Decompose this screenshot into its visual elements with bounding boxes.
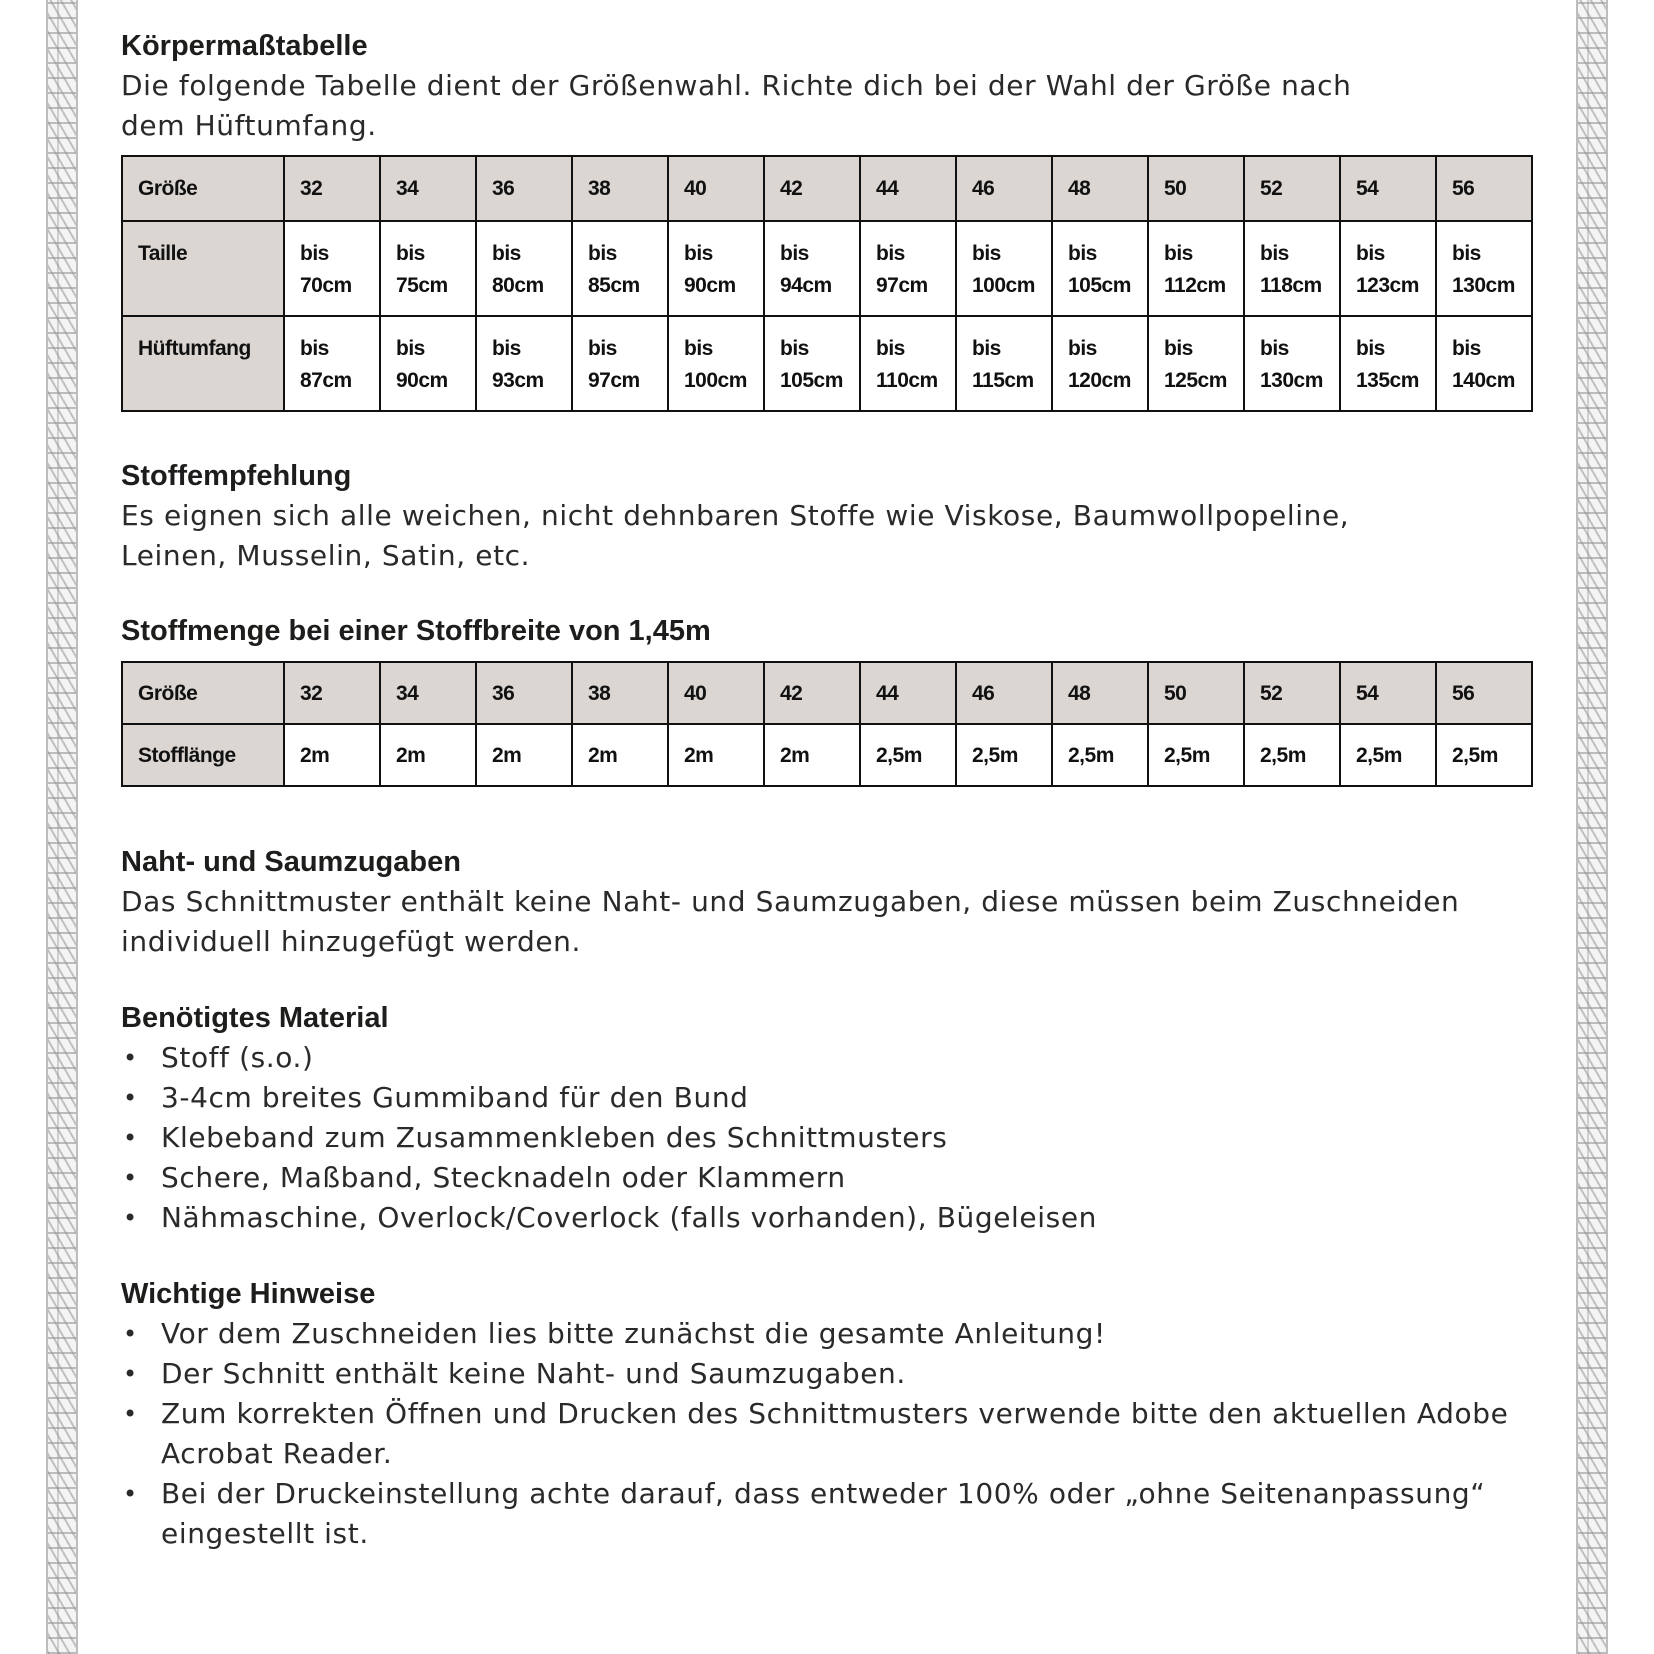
hip-cell: bis 120cm xyxy=(1052,316,1148,411)
table-row-hip xyxy=(122,316,1532,411)
length-cell: 2m xyxy=(476,724,572,786)
size-cell: 46 xyxy=(956,156,1052,221)
bullet-icon: • xyxy=(123,1044,138,1072)
list-item-text: Klebeband zum Zusammenkleben des Schnittmusters xyxy=(161,1121,948,1154)
size-cell: 40 xyxy=(668,662,764,724)
row-label-waist: Taille xyxy=(122,221,284,316)
size-cell: 48 xyxy=(1052,662,1148,724)
size-cell: 40 xyxy=(668,156,764,221)
size-cell: 32 xyxy=(284,156,380,221)
size-cell: 52 xyxy=(1244,662,1340,724)
length-cell: 2,5m xyxy=(956,724,1052,786)
list-item-text: Nähmaschine, Overlock/Coverlock (falls vorhanden), Bügeleisen xyxy=(161,1201,1098,1234)
seam-text: Das Schnittmuster enthält keine Naht- und Saumzugaben, diese müssen beim Zuschneiden individuell hinzugefügt werden. xyxy=(121,885,1460,958)
yardage-title: Stoffmenge bei einer Stoffbreite von 1,45m xyxy=(121,615,711,647)
list-item xyxy=(121,1394,1521,1474)
list-item-text: Vor dem Zuschneiden lies bitte zunächst die gesamte Anleitung! xyxy=(161,1317,1106,1350)
size-cell: 52 xyxy=(1244,156,1340,221)
list-item xyxy=(121,1314,1521,1354)
list-item-text: Schere, Maßband, Stecknadeln oder Klammern xyxy=(161,1161,846,1194)
waist-cell: bis 94cm xyxy=(764,221,860,316)
size-cell: 34 xyxy=(380,156,476,221)
hip-cell: bis 140cm xyxy=(1436,316,1532,411)
length-cell: 2,5m xyxy=(1340,724,1436,786)
row-label-length: Stofflänge xyxy=(122,724,284,786)
hip-cell: bis 125cm xyxy=(1148,316,1244,411)
hip-cell: bis 135cm xyxy=(1340,316,1436,411)
list-item xyxy=(121,1354,1521,1394)
list-item xyxy=(121,1038,1533,1078)
bullet-icon: • xyxy=(123,1124,138,1152)
bullet-icon: • xyxy=(123,1320,138,1348)
list-item xyxy=(121,1198,1533,1238)
important-notes-section xyxy=(121,1274,1533,1554)
size-cell: 44 xyxy=(860,662,956,724)
waist-cell: bis 130cm xyxy=(1436,221,1532,316)
bullet-icon: • xyxy=(123,1084,138,1112)
size-cell: 56 xyxy=(1436,662,1532,724)
list-item-text: 3-4cm breites Gummiband für den Bund xyxy=(161,1081,749,1114)
list-item xyxy=(121,1474,1521,1554)
body-chart-title: Körpermaßtabelle xyxy=(121,30,368,62)
hip-cell: bis 105cm xyxy=(764,316,860,411)
document-content xyxy=(121,26,1533,1554)
body-measurements-section xyxy=(121,26,1533,412)
fabric-amount-section xyxy=(121,611,1533,787)
bullet-icon: • xyxy=(123,1204,138,1232)
body-measurement-table xyxy=(121,155,1533,412)
notes-title: Wichtige Hinweise xyxy=(121,1278,376,1310)
fabric-title: Stoffempfehlung xyxy=(121,460,352,492)
hip-cell: bis 87cm xyxy=(284,316,380,411)
length-cell: 2m xyxy=(668,724,764,786)
size-cell: 48 xyxy=(1052,156,1148,221)
size-cell: 56 xyxy=(1436,156,1532,221)
waist-cell: bis 100cm xyxy=(956,221,1052,316)
hip-cell: bis 93cm xyxy=(476,316,572,411)
material-list xyxy=(121,1038,1533,1238)
size-cell: 42 xyxy=(764,156,860,221)
length-cell: 2,5m xyxy=(1436,724,1532,786)
size-cell: 32 xyxy=(284,662,380,724)
list-item-text: Stoff (s.o.) xyxy=(161,1041,314,1074)
waist-cell: bis 85cm xyxy=(572,221,668,316)
length-cell: 2,5m xyxy=(860,724,956,786)
table-header-row xyxy=(122,662,1532,724)
size-cell: 46 xyxy=(956,662,1052,724)
size-cell: 36 xyxy=(476,662,572,724)
row-label-size: Größe xyxy=(122,156,284,221)
size-cell: 36 xyxy=(476,156,572,221)
bullet-icon: • xyxy=(123,1400,138,1428)
material-title: Benötigtes Material xyxy=(121,1002,389,1034)
length-cell: 2,5m xyxy=(1244,724,1340,786)
size-cell: 38 xyxy=(572,662,668,724)
seam-allowance-section xyxy=(121,842,1533,962)
length-cell: 2,5m xyxy=(1148,724,1244,786)
waist-cell: bis 118cm xyxy=(1244,221,1340,316)
bullet-icon: • xyxy=(123,1480,138,1508)
table-header-row xyxy=(122,156,1532,221)
fabric-amount-table xyxy=(121,661,1533,787)
list-item-text: Der Schnitt enthält keine Naht- und Saumzugaben. xyxy=(161,1357,906,1390)
row-label-hip: Hüftumfang xyxy=(122,316,284,411)
decorative-border-left xyxy=(46,0,78,1654)
waist-cell: bis 80cm xyxy=(476,221,572,316)
size-cell: 50 xyxy=(1148,156,1244,221)
waist-cell: bis 112cm xyxy=(1148,221,1244,316)
hip-cell: bis 97cm xyxy=(572,316,668,411)
fabric-recommendation-section xyxy=(121,456,1533,576)
waist-cell: bis 70cm xyxy=(284,221,380,316)
length-cell: 2,5m xyxy=(1052,724,1148,786)
size-cell: 54 xyxy=(1340,156,1436,221)
hip-cell: bis 90cm xyxy=(380,316,476,411)
size-cell: 38 xyxy=(572,156,668,221)
list-item xyxy=(121,1078,1533,1118)
row-label-size: Größe xyxy=(122,662,284,724)
size-cell: 34 xyxy=(380,662,476,724)
waist-cell: bis 75cm xyxy=(380,221,476,316)
waist-cell: bis 105cm xyxy=(1052,221,1148,316)
seam-title: Naht- und Saumzugaben xyxy=(121,846,461,878)
material-section xyxy=(121,998,1533,1238)
list-item xyxy=(121,1158,1533,1198)
list-item-text: Bei der Druckeinstellung achte darauf, dass entweder 100% oder „ohne Seitenanpassung“ eingestellt ist. xyxy=(161,1477,1486,1550)
table-row-waist xyxy=(122,221,1532,316)
length-cell: 2m xyxy=(572,724,668,786)
size-cell: 50 xyxy=(1148,662,1244,724)
bullet-icon: • xyxy=(123,1164,138,1192)
length-cell: 2m xyxy=(764,724,860,786)
waist-cell: bis 90cm xyxy=(668,221,764,316)
hip-cell: bis 115cm xyxy=(956,316,1052,411)
bullet-icon: • xyxy=(123,1360,138,1388)
size-cell: 42 xyxy=(764,662,860,724)
hip-cell: bis 130cm xyxy=(1244,316,1340,411)
decorative-border-right xyxy=(1576,0,1608,1654)
list-item-text: Zum korrekten Öffnen und Drucken des Schnittmusters verwende bitte den aktuellen Adobe Acrobat Reader. xyxy=(161,1397,1509,1470)
length-cell: 2m xyxy=(284,724,380,786)
waist-cell: bis 123cm xyxy=(1340,221,1436,316)
size-cell: 54 xyxy=(1340,662,1436,724)
list-item xyxy=(121,1118,1533,1158)
waist-cell: bis 97cm xyxy=(860,221,956,316)
table-row-length xyxy=(122,724,1532,786)
hip-cell: bis 100cm xyxy=(668,316,764,411)
hip-cell: bis 110cm xyxy=(860,316,956,411)
body-chart-intro: Die folgende Tabelle dient der Größenwahl. Richte dich bei der Wahl der Größe nach dem Hüftumfang. xyxy=(121,69,1352,142)
fabric-text: Es eignen sich alle weichen, nicht dehnbaren Stoffe wie Viskose, Baumwollpopeline, Leinen, Musselin, Satin, etc. xyxy=(121,499,1350,572)
length-cell: 2m xyxy=(380,724,476,786)
size-cell: 44 xyxy=(860,156,956,221)
notes-list xyxy=(121,1314,1521,1554)
